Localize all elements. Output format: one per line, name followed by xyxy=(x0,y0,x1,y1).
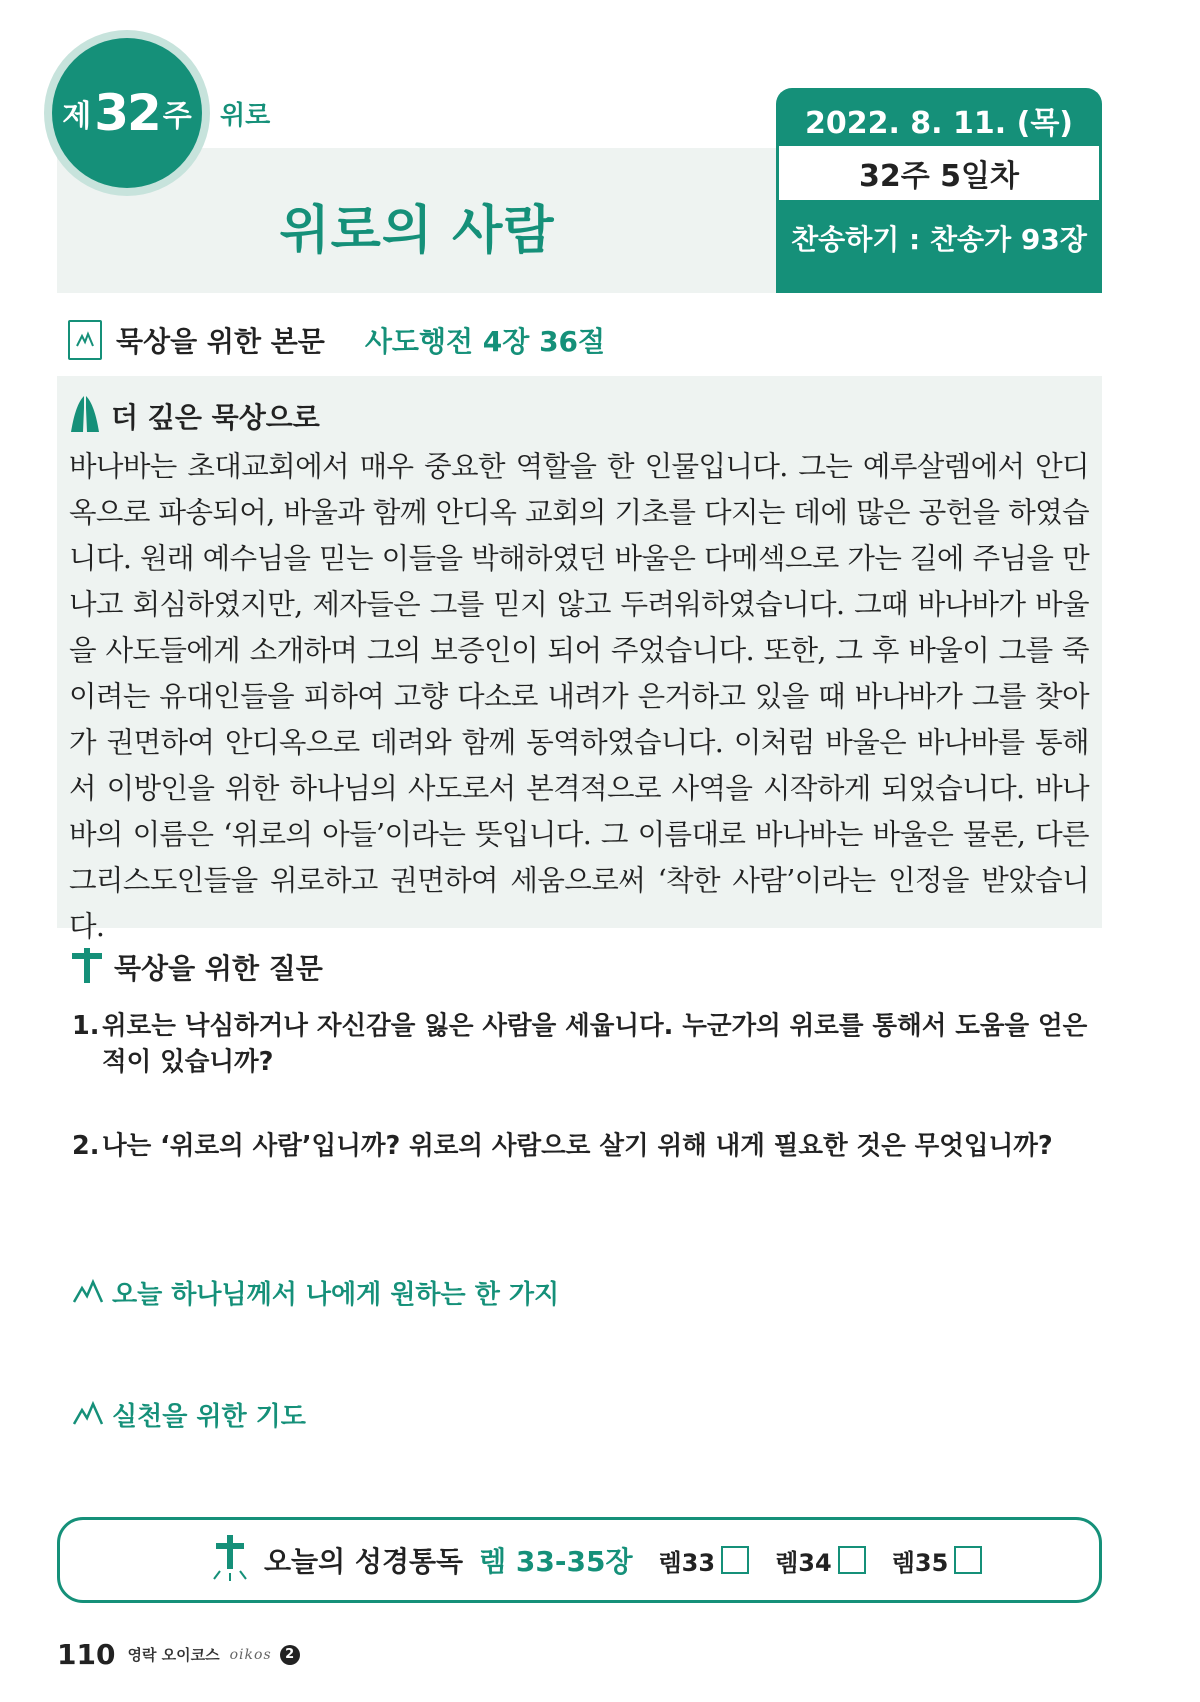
bible-icon xyxy=(68,320,102,360)
meditation-heading xyxy=(67,394,320,438)
today-wish-label: 오늘 하나님께서 나에게 원하는 한 가지 xyxy=(112,1280,560,1310)
week-number: 32 xyxy=(94,84,160,142)
chapter-label: 렘34 xyxy=(775,1548,832,1577)
praying-hands-icon xyxy=(67,394,103,438)
cross-radiant-icon xyxy=(208,1533,252,1587)
date-box xyxy=(776,88,1102,293)
date-label: 2022. 8. 11. (목) xyxy=(804,106,1074,141)
chapter-label: 렘33 xyxy=(658,1548,716,1577)
reading-check-item[interactable] xyxy=(659,1543,750,1578)
chapter-checkbox[interactable] xyxy=(838,1546,866,1574)
bible-reading-label: 오늘의 성경통독 xyxy=(264,1545,464,1578)
mountain-icon xyxy=(72,1400,104,1430)
scripture-row xyxy=(68,318,605,362)
bible-reading-row xyxy=(208,1520,982,1600)
week-badge xyxy=(52,38,202,188)
week-suffix: 주 xyxy=(162,99,192,134)
meditation-body: 바나바는 초대교회에서 매우 중요한 역할을 한 인물입니다. 그는 예루살렘에서 안디옥으로 파송되어, 바울과 함께 안디옥 교회의 기초를 다지는 데에 많은 공헌을 하였습니다. 원래 예수님을 믿는 이들을 박해하였던 바울은 다메섹으로 가는 길에 주님을 만나고 회심하였지만, 제자들은 그를 믿지 않고 두려워하였습니다. 그때 바나바가 바울을 사도들에게 소개하며 그의 보증인이 되어 주었습니다. 또한, 그 후 바울이 그를 죽이려는 유대인들을 피하여 고향 다소로 내려가 은거하고 있을 때 바나바가 그를 찾아가 권면하여 안디옥으로 데려와 함께 동역하였습니다. 이처럼 바울은 바나바를 통해서 이방인을 위한 하나님의 사도로서 본격적으로 사역을 시작하게 되었습니다. 바나바의 이름은 ‘위로의 아들’이라는 뜻입니다. 그 이름대로 바나바는 바울은 물론, 다른 그리스도인들을 위로하고 권면하여 세움으로써 ‘착한 사람’이라는 인정을 받았습니다. xyxy=(69,450,1089,943)
reading-check-item[interactable] xyxy=(775,1543,866,1578)
week-prefix: 제 xyxy=(62,99,92,134)
scripture-reference: 사도행전 4장 36절 xyxy=(364,325,606,358)
prayer-heading xyxy=(72,1396,306,1433)
today-wish-heading xyxy=(72,1274,559,1311)
question-item xyxy=(72,1128,1102,1164)
bible-reading-box xyxy=(57,1517,1102,1603)
meditation-title: 더 깊은 묵상으로 xyxy=(111,401,320,434)
reading-check-item[interactable] xyxy=(892,1543,983,1578)
chapter-label: 렘35 xyxy=(891,1548,949,1577)
cross-icon xyxy=(68,945,106,989)
question-number: 2. xyxy=(72,1131,100,1161)
oikos-logo: oikos xyxy=(229,1646,272,1663)
question-item xyxy=(72,1008,1102,1080)
scripture-label: 묵상을 위한 본문 xyxy=(116,325,325,358)
footer-brand: 영락 오이코스 xyxy=(127,1646,220,1664)
chapter-checkbox[interactable] xyxy=(721,1546,749,1574)
theme-tag: 위로 xyxy=(220,101,271,131)
volume-badge: 2 xyxy=(280,1645,300,1665)
hymn-label: 찬송하기 : 찬송가 93장 xyxy=(791,223,1087,256)
day-label: 32주 5일차 xyxy=(779,146,1099,200)
meditation-panel xyxy=(57,376,1102,943)
page-title: 위로의 사람 xyxy=(279,201,555,261)
bible-reading-reference: 렘 33-35장 xyxy=(479,1545,633,1578)
questions-heading xyxy=(68,945,323,989)
question-text: 나는 ‘위로의 사람’입니까? 위로의 사람으로 살기 위해 내게 필요한 것은 무엇입니까? xyxy=(102,1131,1053,1161)
page-footer xyxy=(57,1638,300,1671)
questions-title: 묵상을 위한 질문 xyxy=(114,952,323,985)
mountain-icon xyxy=(72,1278,104,1308)
page-number: 110 xyxy=(57,1638,116,1671)
chapter-checkbox[interactable] xyxy=(954,1546,982,1574)
question-number: 1. xyxy=(72,1011,100,1041)
prayer-label: 실천을 위한 기도 xyxy=(112,1402,306,1432)
question-text: 위로는 낙심하거나 자신감을 잃은 사람을 세웁니다. 누군가의 위로를 통해서 도움을 얻은 적이 있습니까? xyxy=(102,1011,1088,1077)
